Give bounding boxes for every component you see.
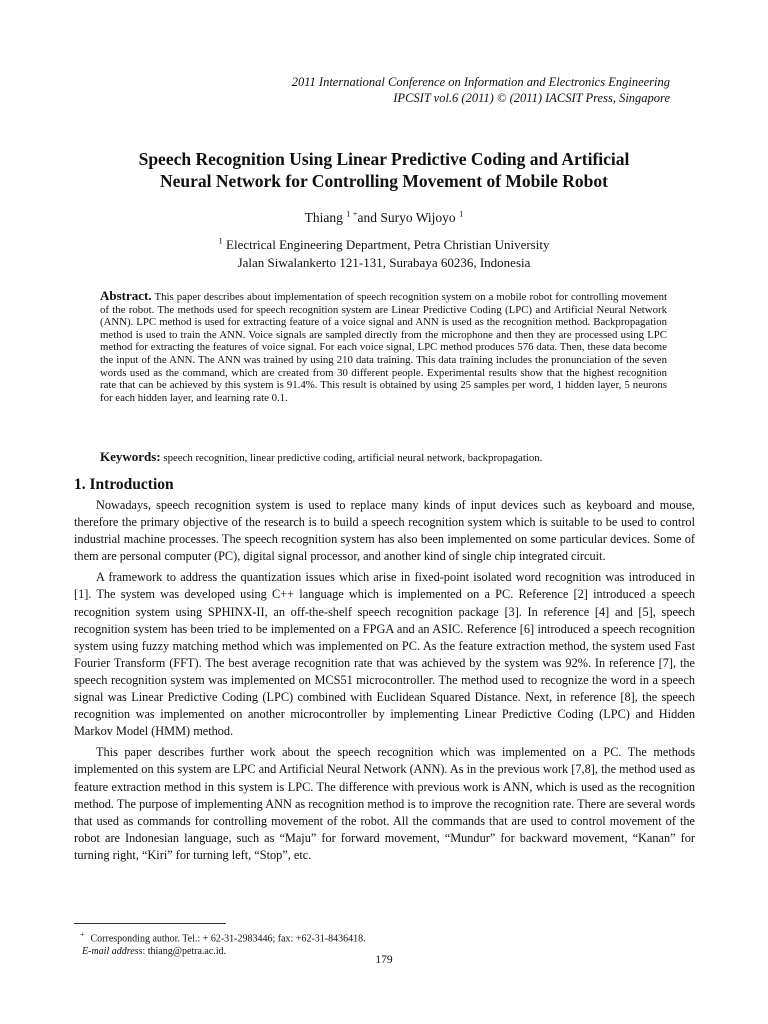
title-line-2: Neural Network for Controlling Movement of Mobile Robot — [160, 171, 608, 191]
coauthor-affiliation-mark: 1 — [459, 208, 464, 219]
abstract-text: This paper describes about implementation of speech recognition system on a mobile robot for controlling movement of the robot. The methods used for speech recognition system are Linear Predictive Coding (LPC) and Artificial Neural Network (ANN). LPC method is used for extracting feature of a voice signal and ANN is used as the recognition method. Backpropagation method is used to train the ANN. Voice signals are sampled directly from the microphone and then they are processed using LPC method for extracting the features of voice signal. For each voice signal, LPC method produces 576 data. Then, these data become the input of the ANN. The ANN was trained by using 210 data training. This data training includes the pronunciation of the seven words used as the command, which are created from 30 different people. Experimental results show that the highest recognition rate that can be achieved by this system is 91.4%. This result is obtained by using 25 samples per word, 1 hidden layer, 5 neurons for each hidden layer, and learning rate 0.1. — [100, 291, 667, 404]
footnote-contact: Corresponding author. Tel.: + 62-31-2983446; fax: +62-31-8436418. — [90, 933, 366, 945]
introduction-body — [74, 497, 695, 868]
footnote-divider — [74, 923, 226, 924]
paper-title — [60, 148, 708, 192]
proceedings-line: IPCSIT vol.6 (2011) © (2011) IACSIT Press, Singapore — [393, 91, 670, 105]
paragraph: This paper describes further work about the speech recognition which was implemented on a PC. The methods implemented on this system are LPC and Artificial Neural Network (ANN). As in the previous work [7,8], the method used as feature extraction method in this system is LPC. The difference with previous work is ANN, which is used as the recognition method. The purpose of implementing ANN as recognition method is to improve the recognition rate. There are several words that used as commands for controlling movement of the robot. All the commands that are used to control movement of the robot are Indonesian language, such as “Maju” for forward movement, “Mundur” for backward movement, “Kanan” for turning right, “Kiri” for turning left, “Stop”, etc. — [74, 745, 695, 862]
keywords — [100, 449, 667, 465]
section-heading-introduction: 1. Introduction — [74, 476, 174, 493]
keywords-text: speech recognition, linear predictive coding, artificial neural network, backpropagation. — [163, 452, 543, 464]
page-number: 179 — [375, 954, 393, 966]
affiliation-department: Electrical Engineering Department, Petra Christian University — [226, 237, 550, 252]
abstract — [100, 290, 667, 404]
affiliation-mark: 1 — [218, 235, 223, 246]
abstract-label: Abstract. — [100, 288, 152, 303]
conference-line: 2011 International Conference on Information and Electronics Engineering — [291, 75, 670, 89]
conference-header — [292, 74, 670, 106]
email-value: : thiang@petra.ac.id. — [142, 946, 227, 958]
author-list — [0, 210, 768, 226]
coauthor-name: and Suryo Wijoyo — [357, 210, 456, 225]
affiliation — [0, 236, 768, 272]
email-label: E-mail address — [82, 946, 143, 958]
paragraph: A framework to address the quantization issues which arise in fixed-point isolated word recognition was introduced in [1]. The system was developed using C++ language which is implemented on a PC. Reference [2] introduced a speech recognition system using SPHINX-II, an off-the-shelf speech recognition package [3]. In reference [4] and [5], speech recognition system has been tried to be implemented on a FPGA and an ASIC. Reference [6] introduced a speech recognition system using fuzzy matching method which was implemented on PC. As the feature extraction method, the system used Fast Fourier Transform (FFT). The best average recognition rate that was achieved by the system was 92%. In reference [7], the speech recognition system was implemented on MCS51 microcontroller. The method used to recognize the word in a speech signal was Linear Predictive Coding (LPC) combined with Euclidean Squared Distance. Next, in reference [8], the speech recognition was implemented on another microcontroller by implementing Linear Predictive Coding (LPC) and Hidden Markov Model (HMM) method. — [74, 570, 695, 739]
footnote-symbol: + — [80, 930, 85, 939]
keywords-label: Keywords: — [100, 449, 161, 464]
affiliation-address: Jalan Siwalankerto 121-131, Surabaya 60236, Indonesia — [237, 255, 531, 270]
title-line-1: Speech Recognition Using Linear Predictive Coding and Artificial — [138, 149, 630, 169]
author-affiliation-mark: 1 + — [346, 208, 358, 219]
paragraph: Nowadays, speech recognition system is used to replace many kinds of input devices such as keyboard and mouse, therefore the primary objective of the research is to build a speech recognition system which is suitable to be used to control industrial machine processes. The speech recognition system has also been implemented on some particular devices. Some of them are personal computer (PC), digital signal processor, and another kind of single chip integrated circuit. — [74, 498, 695, 564]
author-name: Thiang — [304, 210, 343, 225]
